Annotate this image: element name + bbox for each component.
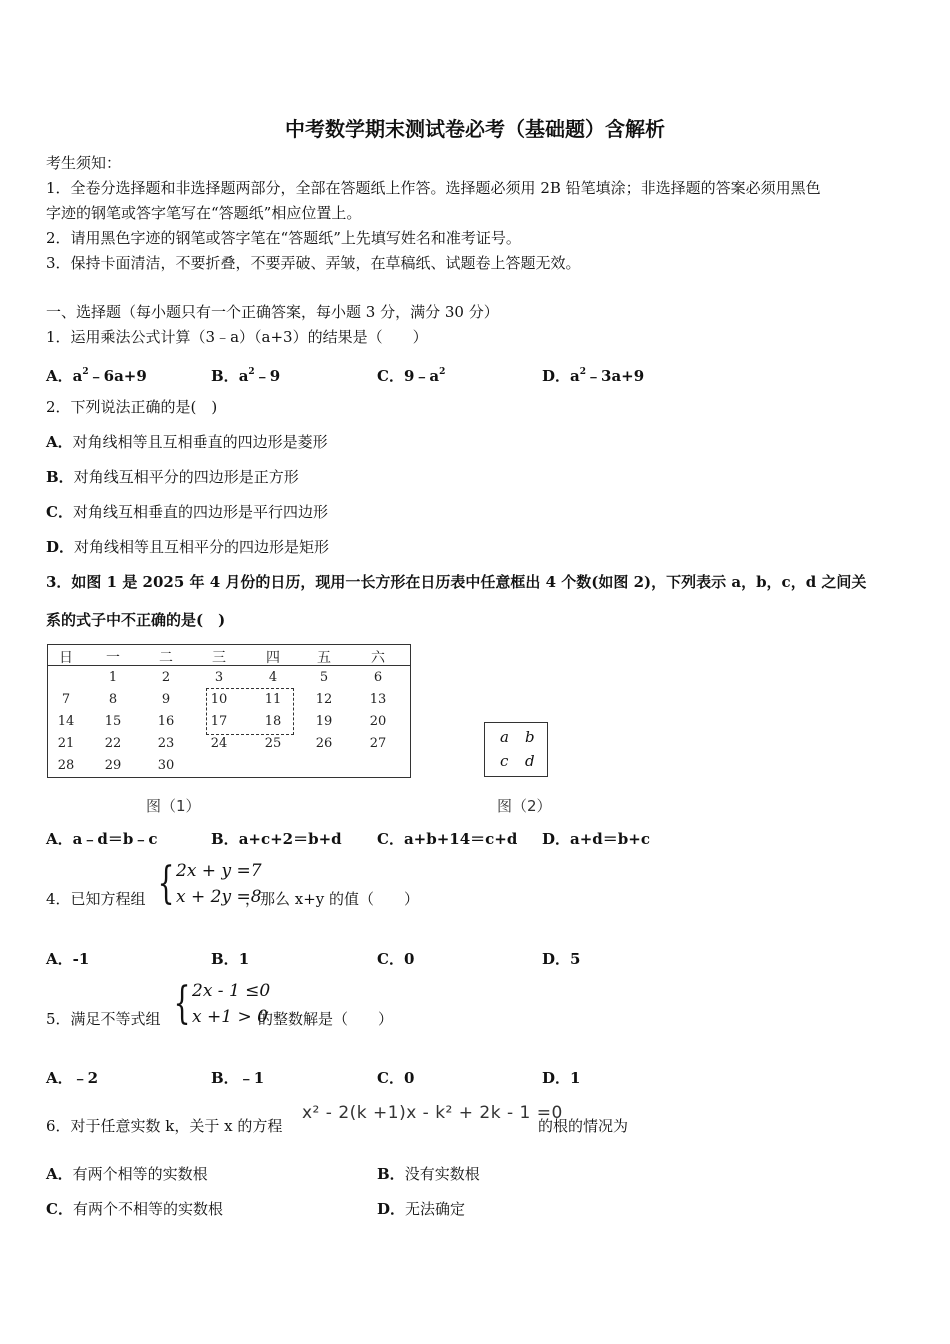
- notice-item-1b: 字迹的钢笔或答字笔写在“答题纸”相应位置上。: [46, 204, 362, 222]
- notice-item-3: 3．保持卡面清洁，不要折叠，不要弄破、弄皱，在草稿纸、试题卷上答题无效。: [46, 254, 581, 272]
- figure-2-box: [484, 722, 548, 777]
- question-2-option-b: B．对角线互相平分的四边形是正方形: [46, 468, 299, 486]
- calendar-day: 5: [319, 670, 329, 685]
- question-6-stem-pre: 6．对于任意实数 k，关于 x 的方程: [46, 1117, 283, 1135]
- calendar-day: 26: [315, 736, 333, 751]
- calendar-day: 11: [264, 692, 282, 707]
- question-5-option-d: D．1: [542, 1069, 581, 1087]
- question-3-option-d: D．a+d＝b+c: [542, 830, 650, 848]
- question-3-stem-line-2: 系的式子中不正确的是( ): [46, 611, 226, 629]
- calendar-day: 14: [57, 714, 75, 729]
- calendar-day: 22: [104, 736, 122, 751]
- question-4-stem-post: ，那么 x+y 的值（ ）: [245, 890, 420, 908]
- calendar-header-wed: 三: [212, 650, 226, 666]
- calendar-day: 30: [157, 758, 175, 773]
- notice-item-2: 2．请用黑色字迹的钢笔或答字笔在“答题纸”上先填写姓名和准考证号。: [46, 229, 521, 247]
- letter-b: b: [525, 728, 535, 746]
- calendar-header-sat: 六: [371, 650, 385, 666]
- inequality-1: 2x - 1 ≤0: [192, 981, 271, 1001]
- question-5-stem-post: 的整数解是（ ）: [258, 1010, 394, 1028]
- letter-d: d: [525, 752, 535, 770]
- calendar-day: 25: [264, 736, 282, 751]
- calendar-day: 13: [369, 692, 387, 707]
- calendar-header-tue: 二: [159, 650, 173, 666]
- question-6-stem-post: 的根的情况为: [538, 1117, 629, 1135]
- notice-heading: 考生须知：: [46, 154, 122, 172]
- calendar-day: 9: [161, 692, 171, 707]
- question-4-option-d: D．5: [542, 950, 581, 968]
- page-title: 中考数学期末测试卷必考（基础题）含解析: [285, 117, 665, 141]
- figure-2-caption: 图（2）: [497, 797, 552, 815]
- letter-c: c: [500, 752, 509, 770]
- calendar-day: 4: [268, 670, 278, 685]
- calendar-header-thu: 四: [266, 650, 280, 666]
- question-2-option-d: D．对角线相等且互相平分的四边形是矩形: [46, 538, 330, 556]
- question-5-option-a: A．﹣2: [46, 1069, 99, 1087]
- question-2-option-c: C．对角线互相垂直的四边形是平行四边形: [46, 503, 328, 521]
- calendar-day: 20: [369, 714, 387, 729]
- calendar-day: 19: [315, 714, 333, 729]
- calendar-header-mon: 一: [106, 650, 120, 666]
- question-6-equation: x² - 2(k +1)x - k² + 2k - 1 =0: [302, 1103, 563, 1123]
- notice-item-1a: 1．全卷分选择题和非选择题两部分，全部在答题纸上作答。选择题必须用 2B 铅笔填涂；非选择题的答案必须用黑色: [46, 179, 821, 197]
- calendar-day: 27: [369, 736, 387, 751]
- calendar-day: 6: [373, 670, 383, 685]
- question-3-option-c: C．a+b+14＝c+d: [377, 830, 518, 848]
- calendar-header-row: [48, 645, 410, 666]
- question-5-stem-pre: 5．满足不等式组: [46, 1010, 161, 1028]
- equation-2: x + 2y =8: [176, 887, 262, 907]
- question-3-stem-line-1: 3．如图 1 是 2025 年 4 月份的日历，现用一长方形在日历表中任意框出 4 个数(如图 2)，下列表示 a，b，c，d 之间关: [46, 573, 867, 591]
- question-4-option-b: B．1: [211, 950, 250, 968]
- question-1-option-d: D．$a^2﹣3a+9$: [542, 367, 645, 385]
- question-6-option-b: B．没有实数根: [377, 1165, 480, 1183]
- calendar-day: 7: [61, 692, 71, 707]
- calendar-day: 18: [264, 714, 282, 729]
- equation-1: 2x + y =7: [176, 861, 262, 881]
- question-5-option-c: C．0: [377, 1069, 415, 1087]
- question-4-stem-pre: 4．已知方程组: [46, 890, 146, 908]
- question-4-option-a: A．-1: [46, 950, 90, 968]
- calendar-day: 10: [210, 692, 228, 707]
- calendar-header-fri: 五: [317, 650, 331, 666]
- question-6-option-d: D．无法确定: [377, 1200, 466, 1218]
- calendar-header-sun: 日: [59, 650, 73, 666]
- question-2-stem: 2．下列说法正确的是( ): [46, 398, 218, 416]
- question-1-option-a: A．$a^2﹣6a+9$: [46, 367, 147, 385]
- calendar-day: 17: [210, 714, 228, 729]
- question-6-option-c: C．有两个不相等的实数根: [46, 1200, 223, 1218]
- calendar-day: 21: [57, 736, 75, 751]
- inequality-2: x +1 > 0: [192, 1007, 268, 1027]
- question-1-option-b: B．$a^2﹣9$: [211, 367, 281, 385]
- question-4-option-c: C．0: [377, 950, 415, 968]
- question-3-option-a: A．a﹣d＝b﹣c: [46, 830, 158, 848]
- selection-rectangle: [206, 688, 294, 735]
- question-6-option-a: A．有两个相等的实数根: [46, 1165, 208, 1183]
- left-brace: {: [157, 858, 175, 909]
- letter-a: a: [500, 728, 509, 746]
- calendar-day: 23: [157, 736, 175, 751]
- calendar-figure-1: [47, 644, 411, 778]
- calendar-day: 12: [315, 692, 333, 707]
- question-5-inequality-system: [168, 978, 270, 1030]
- left-brace: {: [173, 978, 191, 1029]
- calendar-day: 8: [108, 692, 118, 707]
- question-1-stem: 1．运用乘法公式计算（3﹣a）（a+3）的结果是（ ）: [46, 328, 428, 346]
- question-5-option-b: B．﹣1: [211, 1069, 265, 1087]
- calendar-day: 3: [214, 670, 224, 685]
- calendar-day: 2: [161, 670, 171, 685]
- question-3-option-b: B．a+c+2＝b+d: [211, 830, 342, 848]
- calendar-day: 16: [157, 714, 175, 729]
- calendar-day: 29: [104, 758, 122, 773]
- figure-1-caption: 图（1）: [146, 797, 201, 815]
- calendar-day: 15: [104, 714, 122, 729]
- question-2-option-a: A．对角线相等且互相垂直的四边形是菱形: [46, 433, 328, 451]
- calendar-day: 24: [210, 736, 228, 751]
- calendar-day: 1: [108, 670, 118, 685]
- question-1-option-c: C．$9﹣a^2$: [377, 367, 446, 385]
- calendar-day: 28: [57, 758, 75, 773]
- section-heading: 一、选择题（每小题只有一个正确答案，每小题 3 分，满分 30 分）: [46, 303, 499, 321]
